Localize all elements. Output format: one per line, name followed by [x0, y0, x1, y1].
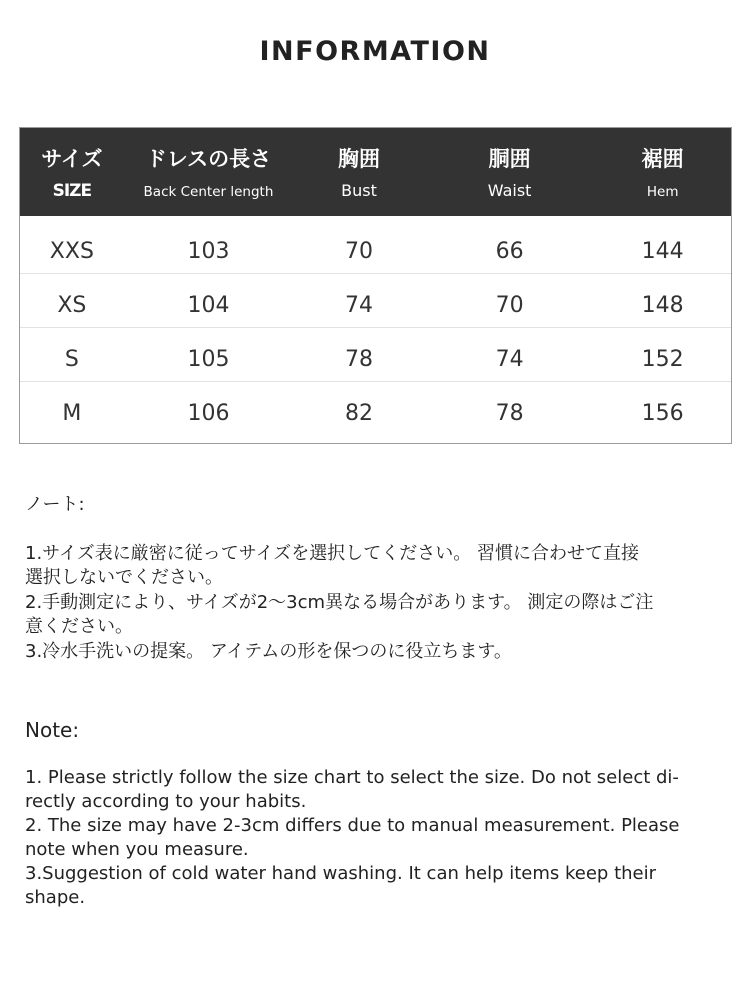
header-bust — [293, 128, 425, 216]
header-size-en: SIZE — [52, 181, 92, 201]
notes-japanese — [25, 493, 730, 664]
header-hem-en: Hem — [646, 184, 679, 200]
note-line: 1. Please strictly follow the size chart to select the size. Do not select di- — [25, 767, 679, 788]
header-length — [124, 128, 294, 216]
cell-length: 103 — [187, 238, 230, 264]
note-line: rectly according to your habits. — [25, 791, 307, 812]
table-row — [20, 328, 731, 382]
header-hem — [594, 128, 731, 216]
notes-en-heading: Note: — [25, 718, 80, 742]
header-length-jp: ドレスの長さ — [145, 147, 272, 171]
notes-english — [25, 718, 730, 910]
cell-size: M — [62, 400, 82, 426]
cell-bust: 82 — [345, 400, 374, 426]
note-line: 2. The size may have 2-3cm differs due to manual measurement. Please — [25, 815, 680, 836]
note-line: 3.冷水手洗いの提案。 アイテムの形を保つのに役立ちます。 — [25, 640, 512, 662]
cell-length: 105 — [187, 346, 230, 372]
cell-bust: 70 — [345, 238, 374, 264]
header-size-jp: サイズ — [41, 147, 103, 171]
table-row — [20, 220, 731, 274]
cell-size: S — [64, 346, 79, 372]
cell-waist: 70 — [495, 292, 524, 318]
note-line: 3.Suggestion of cold water hand washing. It can help items keep their — [25, 863, 657, 884]
cell-waist: 74 — [495, 346, 524, 372]
table-header — [20, 128, 731, 216]
header-bust-jp: 胸囲 — [338, 147, 381, 171]
header-waist — [425, 128, 595, 216]
note-line: note when you measure. — [25, 839, 249, 860]
cell-size: XS — [57, 292, 87, 318]
note-line: 1.サイズ表に厳密に従ってサイズを選択してください。 習慣に合わせて直接 — [25, 542, 640, 564]
header-waist-en: Waist — [487, 181, 532, 200]
table-body — [20, 216, 731, 435]
cell-bust: 74 — [345, 292, 374, 318]
page-title: INFORMATION — [259, 36, 491, 67]
cell-hem: 152 — [641, 346, 684, 372]
note-line: 選択しないでください。 — [25, 567, 223, 588]
size-chart-table — [19, 127, 732, 444]
header-hem-jp: 裾囲 — [641, 147, 684, 171]
header-size — [20, 128, 124, 216]
cell-length: 104 — [187, 292, 230, 318]
cell-size: XXS — [49, 238, 94, 264]
cell-waist: 78 — [495, 400, 524, 426]
cell-length: 106 — [187, 400, 230, 426]
table-row — [20, 382, 731, 435]
note-line: shape. — [25, 887, 86, 908]
cell-hem: 144 — [641, 238, 684, 264]
notes-jp-heading: ノート: — [25, 494, 85, 515]
header-bust-en: Bust — [341, 181, 377, 200]
header-length-en: Back Center length — [143, 184, 274, 200]
cell-waist: 66 — [495, 238, 524, 264]
header-waist-jp: 胴囲 — [488, 147, 531, 171]
cell-hem: 156 — [641, 400, 684, 426]
table-row — [20, 274, 731, 328]
note-line: 意ください。 — [25, 616, 133, 637]
cell-hem: 148 — [641, 292, 684, 318]
note-line: 2.手動測定により、サイズが2〜3cm異なる場合があります。 測定の際はご注 — [25, 591, 654, 613]
cell-bust: 78 — [345, 346, 374, 372]
